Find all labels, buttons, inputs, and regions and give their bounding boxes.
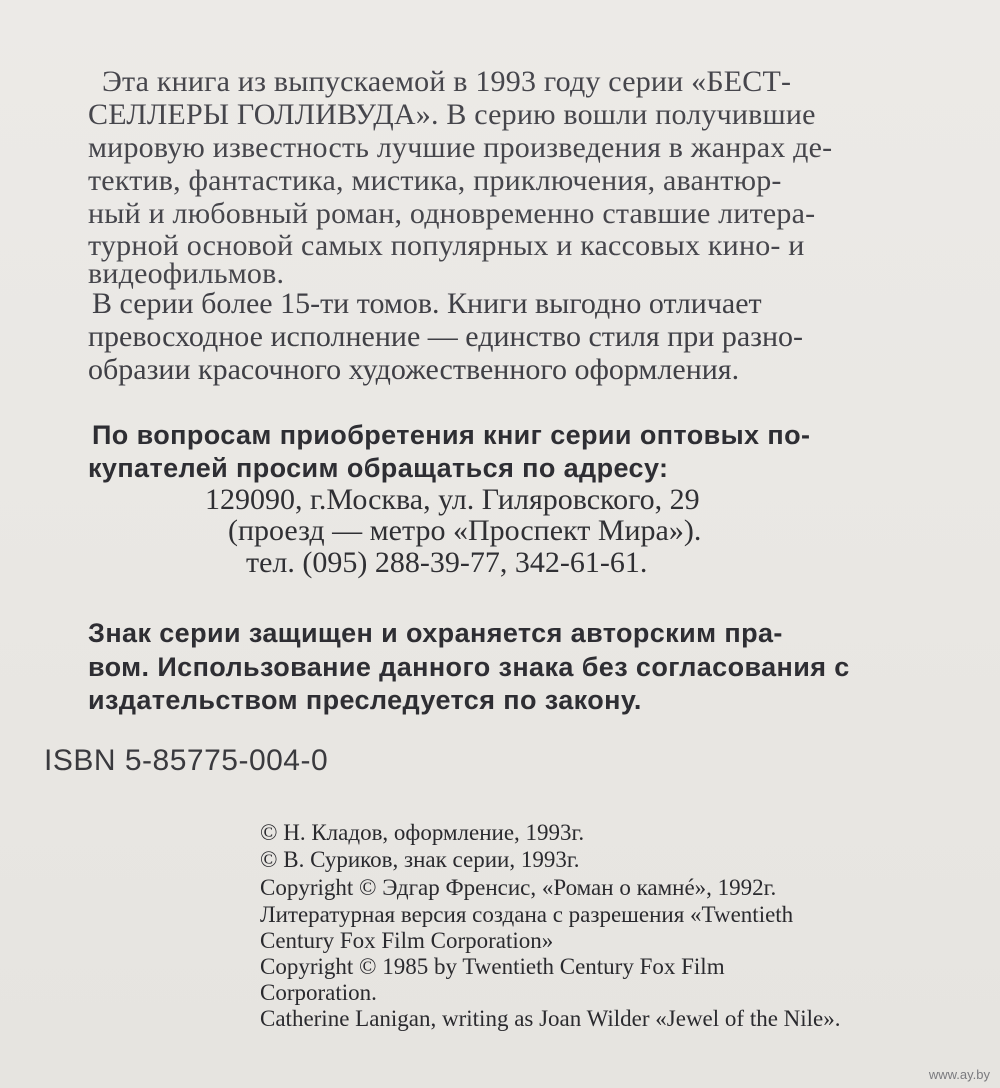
text-line: © В. Суриков, знак серии, 1993г. — [260, 847, 580, 872]
text-line: образии красочного художественного оформления. — [88, 353, 740, 386]
text-line: Corporation. — [260, 980, 377, 1005]
text-line: купателей просим обращаться по адресу: — [88, 453, 669, 483]
text-line: © Н. Кладов, оформление, 1993г. — [260, 820, 585, 845]
text-line: тектив, фантастика, мистика, приключения, авантюр- — [88, 164, 782, 197]
text-line: турной основой самых популярных и кассовых кино- и — [88, 229, 805, 262]
text-line: По вопросам приобретения книг серии оптовых по- — [92, 420, 811, 450]
text-line: вом. Использование данного знака без согласования с — [88, 652, 850, 682]
text-line: Catherine Lanigan, writing as Joan Wilder «Jewel of the Nile». — [260, 1006, 841, 1031]
text-line: Литературная версия создана с разрешения «Twentieth — [260, 902, 794, 927]
text-line: видеофильмов. — [88, 257, 285, 290]
text-line: превосходное исполнение — единство стиля при разно- — [88, 320, 804, 353]
contact-phone: тел. (095) 288-39-77, 342-61-61. — [246, 546, 648, 579]
text-line: мировую известность лучшие произведения в жанрах де- — [88, 131, 833, 164]
contact-directions: (проезд — метро «Проспект Мира»). — [228, 514, 702, 547]
text-line: В серии более 15-ти томов. Книги выгодно отличает — [92, 287, 762, 320]
text-line: Copyright © Эдгар Френсис, «Роман о камнé», 1992г. — [260, 875, 777, 900]
text-line: издательством преследуется по закону. — [88, 685, 642, 715]
text-line: ный и любовный роман, одновременно ставшие литера- — [88, 197, 816, 230]
text-line: Century Fox Film Corporation» — [260, 928, 554, 953]
isbn-number: ISBN 5-85775-004-0 — [44, 744, 329, 777]
contact-address: 129090, г.Москва, ул. Гиляровского, 29 — [205, 483, 700, 516]
text-line: СЕЛЛЕРЫ ГОЛЛИВУДА». В серию вошли получившие — [88, 98, 816, 131]
text-line: Знак серии защищен и охраняется авторским пра- — [88, 618, 783, 648]
text-line: Copyright © 1985 by Twentieth Century Fox Film — [260, 954, 725, 979]
text-line: Эта книга из выпускаемой в 1993 году серии «БЕСТ- — [102, 65, 792, 98]
site-watermark: www.ay.by — [928, 1067, 990, 1082]
